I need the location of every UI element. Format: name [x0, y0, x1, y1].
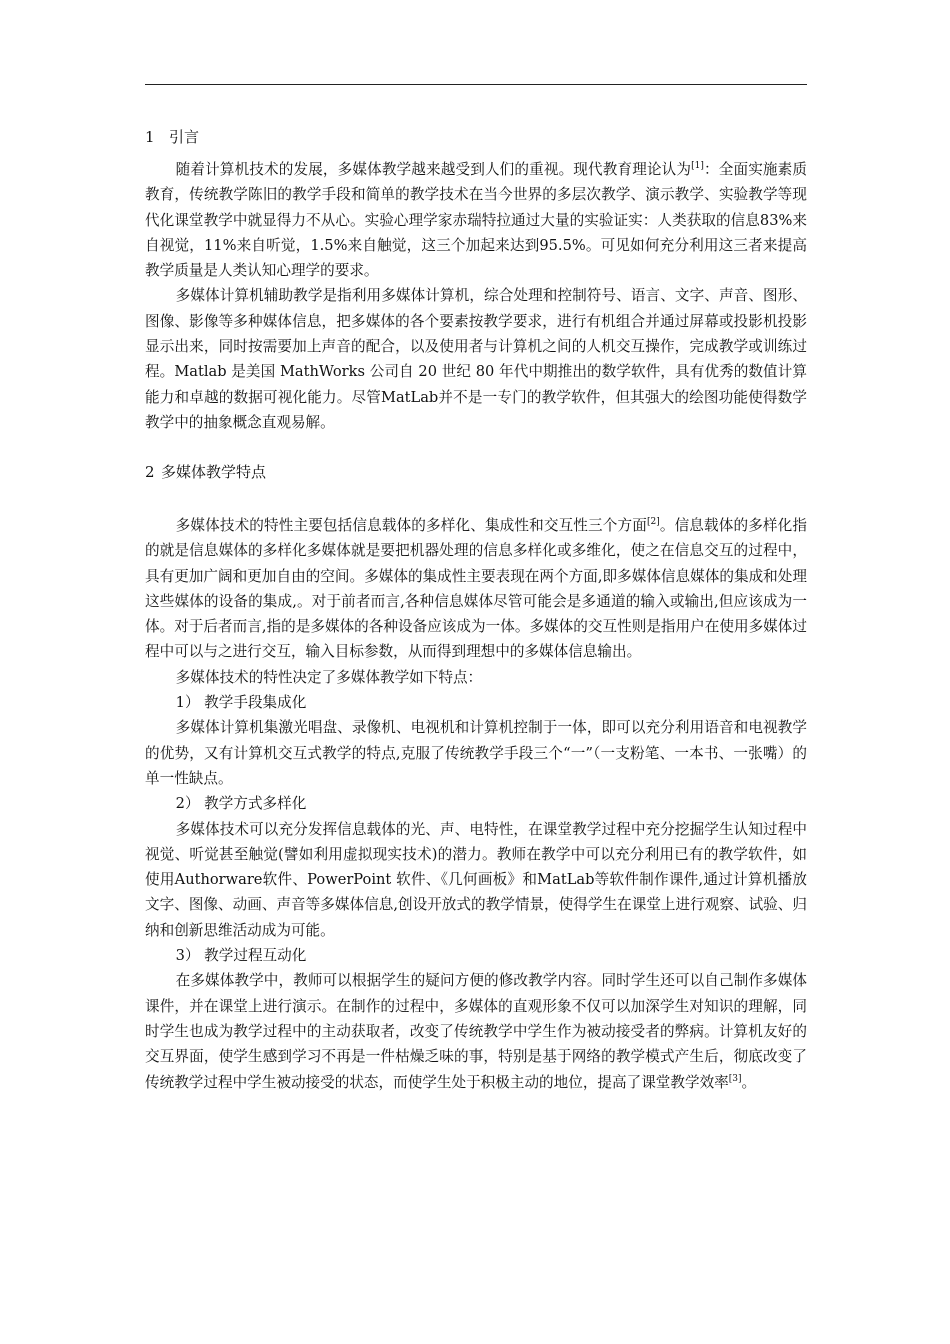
section-2-title: 多媒体教学特点 [161, 463, 267, 481]
section-2-number: 2 [145, 463, 155, 481]
citation-ref: [3] [728, 1073, 742, 1084]
list-item-title: 3） 教学过程互动化 [175, 947, 307, 965]
section-1-body [145, 157, 807, 435]
section-1-number: 1 [145, 128, 155, 146]
paragraph [145, 513, 807, 665]
citation-ref: [2] [646, 517, 660, 528]
section-2-heading [145, 460, 266, 484]
section-1-heading [145, 125, 199, 149]
paragraph: 多媒体计算机辅助教学是指利用多媒体计算机，综合处理和控制符号、语言、文字、声音、图形、图像、影像等多种媒体信息，把多媒体的各个要素按教学要求，进行有机组合并通过屏幕或投影机投影显示出来，同时按需要加上声音的配合，以及使用者与计算机之间的人机交互操作，完成教学或训练过程。Matlab 是美国 MathWorks 公司自 20 世纪 80 年代中期推出的数学软件，具有优秀的数值计算能力和卓越的数据可视化能力。尽管MatLab并不是一专门的教学软件，但其强大的绘图功能使得数学教学中的抽象概念直观易解。 [145, 287, 807, 431]
paragraph: 多媒体技术的特性决定了多媒体教学如下特点： [175, 668, 483, 686]
section-2-body [145, 513, 807, 1095]
paragraph-text: 多媒体技术的特性主要包括信息载体的多样化、集成性和交互性三个方面 [175, 517, 647, 534]
paragraph-text: 随着计算机技术的发展，多媒体教学越来越受到人们的重视。现代教育理论认为 [175, 161, 692, 178]
paragraph: 多媒体技术可以充分发挥信息载体的光、声、电特性，在课堂教学过程中充分挖掘学生认知过程中视觉、听觉甚至触觉(譬如利用虚拟现实技术)的潜力。教师在教学中可以充分利用已有的教学软件，如使用Authorware软件、PowerPoint 软件、《几何画板》和MatLab等软件制作课件,通过计算机播放文字、图像、动画、声音等多媒体信息,创设开放式的教学情景，使得学生在课堂上进行观察、试验、归纳和创新思维活动成为可能。 [145, 820, 807, 939]
citation-ref: [1] [691, 161, 704, 172]
paragraph-text: 在多媒体教学中，教师可以根据学生的疑问方便的修改教学内容。同时学生还可以自己制作多媒体课件，并在课堂上进行演示。在制作的过程中，多媒体的直观形象不仅可以加深学生对知识的理解，同时学生也成为教学过程中的主动获取者，改变了传统教学中学生作为被动接受者的弊病。计算机友好的交互界面，使学生感到学习不再是一件枯燥乏味的事，特别是基于网络的教学模式产生后，彻底改变了传统教学过程中学生被动接受的状态，而使学生处于积极主动的地位，提高了课堂教学效率 [145, 972, 807, 1091]
paragraph: 多媒体计算机集激光唱盘、录像机、电视机和计算机控制于一体，即可以充分利用语音和电视教学的优势，又有计算机交互式教学的特点,克服了传统教学手段三个“一”（一支粉笔、一本书、一张嘴）的单一性缺点。 [145, 719, 807, 787]
paragraph [145, 968, 807, 1094]
list-item-title: 1） 教学手段集成化 [175, 694, 307, 712]
paragraph-text: ：全面实施素质教育，传统教学陈旧的教学手段和简单的教学技术在当今世界的多层次教学、演示教学、实验教学等现代化课堂教学中就显得力不从心。实验心理学家赤瑞特拉通过大量的实验证实：人类获取的信息83%来自视觉，11%来自听觉，1.5%来自触觉，这三个加起来达到95.5%。可见如何充分利用这三者来提高教学质量是人类认知心理学的要求。 [145, 161, 807, 280]
header-rule [145, 84, 807, 85]
section-1-title: 引言 [169, 128, 200, 146]
paragraph-text: 。 [741, 1073, 757, 1091]
list-item-title: 2） 教学方式多样化 [175, 795, 307, 813]
paragraph [145, 157, 807, 283]
paragraph-text: 。信息载体的多样化指的就是信息媒体的多样化多媒体就是要把机器处理的信息多样化或多维化，使之在信息交互的过程中，具有更加广阔和更加自由的空间。多媒体的集成性主要表现在两个方面,即多媒体信息媒体的集成和处理这些媒体的设备的集成,。对于前者而言,各种信息媒体尽管可能会是多通道的输入或输出,但应该成为一体。对于后者而言,指的是多媒体的各种设备应该成为一体。多媒体的交互性则是指用户在使用多媒体过程中可以与之进行交互，输入目标参数，从而得到理想中的多媒体信息输出。 [145, 517, 807, 661]
